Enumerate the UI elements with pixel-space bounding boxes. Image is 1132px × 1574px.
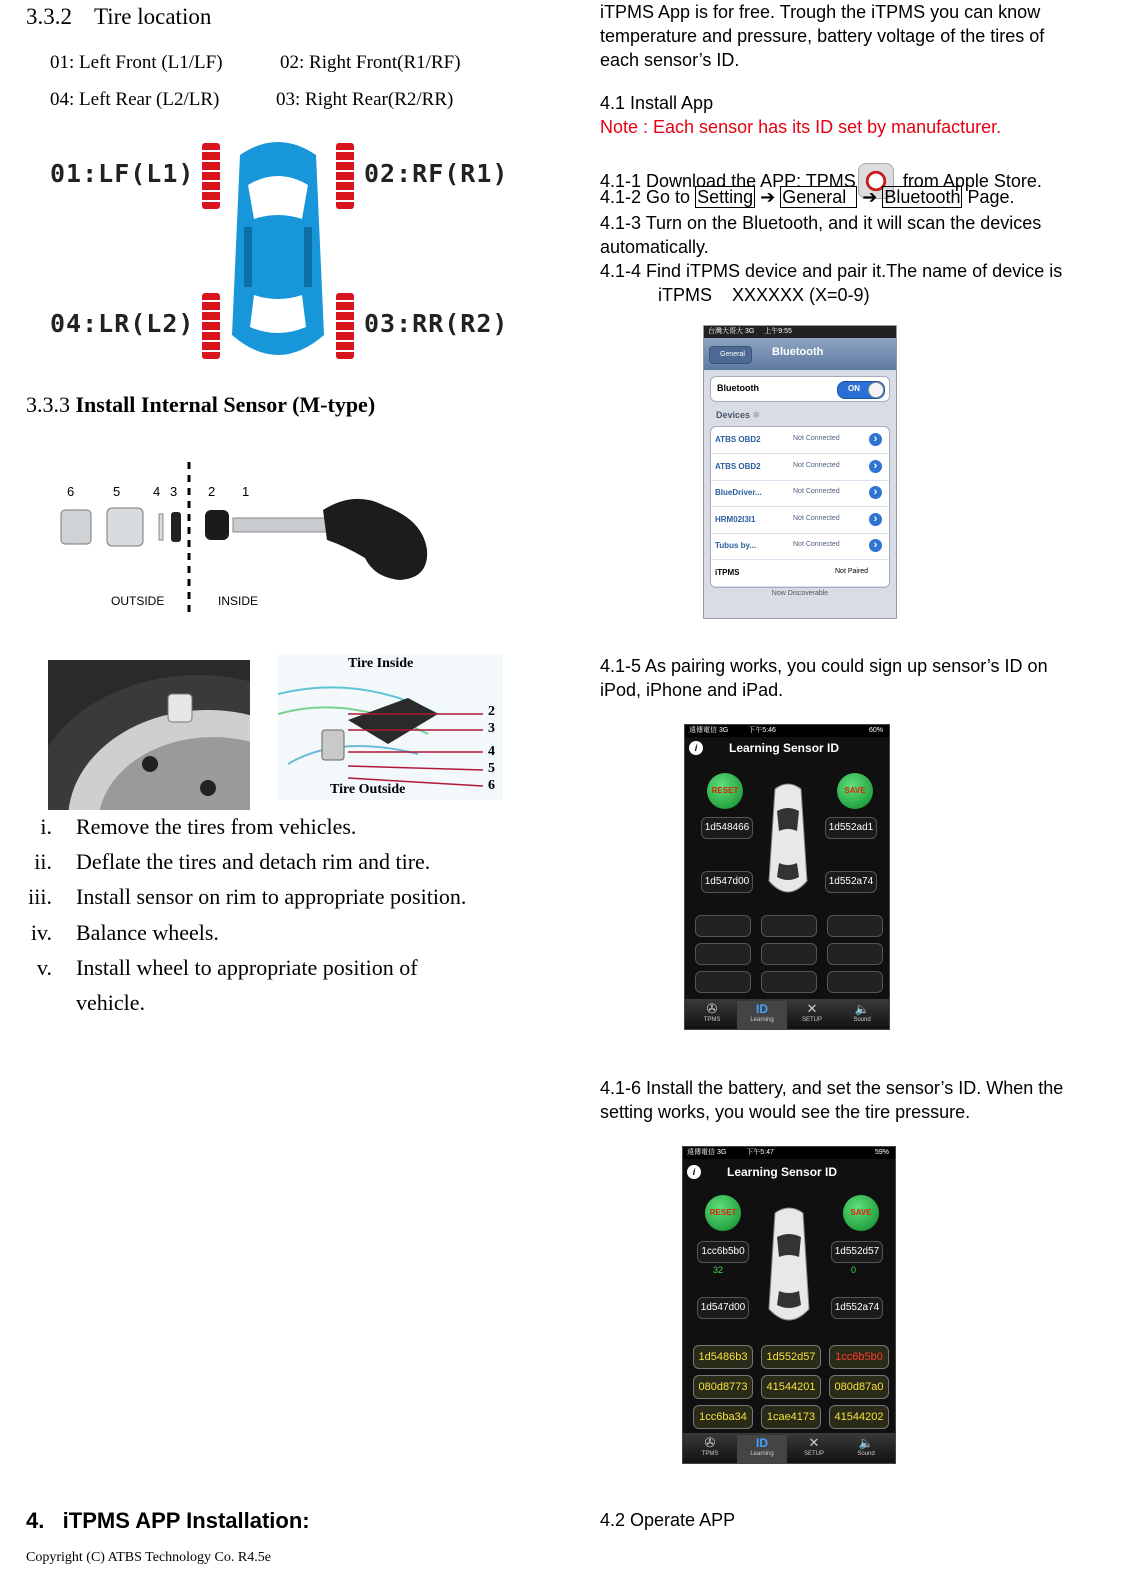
empty-slot[interactable] <box>827 971 883 993</box>
learning-screenshot-1 <box>684 724 890 1030</box>
device-row[interactable] <box>711 507 889 534</box>
step-text: 4.1-6 Install the battery, and set the sensor’s ID. When the <box>600 1078 1064 1098</box>
save-button[interactable]: SAVE <box>843 1195 879 1231</box>
heading-3-3-3 <box>26 392 375 418</box>
sensor-id-list-item[interactable]: 41544201 <box>761 1375 821 1399</box>
step-number: i. <box>40 814 52 839</box>
step-text: Install wheel to appropriate position of <box>76 955 418 980</box>
chevron-right-icon[interactable]: › <box>869 486 882 499</box>
step-4-1-2 <box>600 187 1015 208</box>
setting-menu-ref: Setting <box>697 187 754 207</box>
bluetooth-screenshot <box>703 325 897 619</box>
sensor-id-list-item[interactable]: 41544202 <box>829 1405 889 1429</box>
sensor-id-lf[interactable]: 1d548466 <box>701 817 753 839</box>
tire-outside-label: Tire Outside <box>330 782 406 797</box>
status-bar <box>704 326 896 338</box>
info-icon[interactable]: i <box>687 1165 701 1179</box>
nav-bar <box>704 338 896 370</box>
callout-number: 6 <box>488 778 495 793</box>
device-name: ATBS OBD2 <box>715 435 761 444</box>
wheel-icon: ✇ <box>706 1001 718 1016</box>
chevron-right-icon[interactable]: › <box>869 433 882 446</box>
tire-cross-section-icon <box>278 654 503 800</box>
pressure-lf: 32 <box>713 1265 724 1275</box>
tab-bar <box>685 999 889 1029</box>
speaker-icon: 🔈 <box>854 1002 870 1016</box>
tab-setup[interactable] <box>789 1435 839 1463</box>
tab-tpms[interactable] <box>687 1001 737 1029</box>
switch-knob <box>868 382 884 398</box>
device-status: Not Connected <box>793 541 840 549</box>
battery: 59% <box>874 1149 889 1156</box>
general-menu-ref: General <box>780 186 857 208</box>
part-number: 3 <box>170 484 178 499</box>
empty-slot[interactable] <box>695 971 751 993</box>
note-text: Note : Each sensor has its ID set by manufacturer. <box>600 117 1002 137</box>
device-status: Not Connected <box>793 435 840 442</box>
step-4-1-4 <box>600 259 1062 307</box>
tab-setup[interactable] <box>787 1001 837 1029</box>
device-row[interactable] <box>711 454 889 481</box>
part-number: 4 <box>153 484 161 499</box>
tab-sound[interactable] <box>841 1435 891 1463</box>
bluetooth-menu-ref: Bluetooth <box>884 187 961 207</box>
step-4-1-5 <box>600 654 1048 702</box>
step-text: Remove the tires from vehicles. <box>76 814 357 839</box>
device-status: Not Connected <box>793 514 840 522</box>
label-rr: 03:RR(R2) <box>364 309 509 338</box>
bluetooth-label: Bluetooth <box>717 383 759 393</box>
id-icon: ID <box>756 1002 768 1016</box>
step-4-1-6 <box>600 1076 1063 1124</box>
device-row[interactable] <box>711 533 889 560</box>
step-text: automatically. <box>600 237 709 257</box>
label-lr: 04:LR(L2) <box>50 309 195 338</box>
tools-icon: ✕ <box>806 1001 818 1016</box>
info-icon[interactable]: i <box>689 741 703 755</box>
car-top-view-icon <box>761 781 815 901</box>
step-text: 4.1-1 Download the APP: TPMS <box>600 171 856 191</box>
empty-slot[interactable] <box>761 915 817 937</box>
tab-label: Sound <box>853 1017 871 1023</box>
device-list <box>710 426 890 588</box>
intro-paragraph <box>600 0 1130 72</box>
section-number: 3.3.3 <box>26 392 70 417</box>
device-status: Not Connected <box>793 461 840 469</box>
tab-label: Learning <box>750 1017 774 1023</box>
sensor-id-list-item[interactable]: 1cc6b5b0 <box>829 1345 889 1369</box>
sensor-id-lf[interactable]: 1cc6b5b0 <box>697 1241 749 1263</box>
callout-number: 3 <box>488 721 495 736</box>
tire-inside-label: Tire Inside <box>348 656 414 671</box>
bluetooth-switch[interactable] <box>837 381 885 399</box>
sensor-id-list-item[interactable]: 1cae4173 <box>761 1405 821 1429</box>
heading-4-2: 4.2 Operate APP <box>600 1510 736 1530</box>
step-text: iPod, iPhone and iPad. <box>600 680 784 700</box>
empty-slot[interactable] <box>695 943 751 965</box>
callout-number: 4 <box>488 744 495 759</box>
tire-location-diagram <box>48 135 508 367</box>
tab-label: TPMS <box>703 1017 721 1023</box>
wheel-icon: ✇ <box>704 1435 716 1450</box>
part-number: 6 <box>67 484 75 499</box>
location-lr: 04: Left Rear (L2/LR) <box>50 89 220 110</box>
copyright: Copyright (C) ATBS Technology Co. R4.5e <box>26 1550 271 1565</box>
sensor-id-rr[interactable]: 1d552a74 <box>825 871 877 893</box>
tab-label: Learning <box>750 1451 774 1457</box>
section-title: Install Internal Sensor (M-type) <box>75 392 376 417</box>
step-text: Install sensor on rim to appropriate position. <box>76 884 467 909</box>
screen-title: Learning Sensor ID <box>729 741 840 755</box>
callout-number: 5 <box>488 761 495 776</box>
intro-line: each sensor’s ID. <box>600 50 740 70</box>
step-text: Page. <box>962 187 1015 207</box>
outside-label: OUTSIDE <box>111 594 165 608</box>
carrier: 遠傳電信 3G <box>687 1149 727 1156</box>
tab-bar <box>683 1433 895 1463</box>
step-text: 4.1-5 As pairing works, you could sign up sensor’s ID on <box>600 656 1048 676</box>
devices-label: Devices <box>716 410 751 420</box>
location-lf: 01: Left Front (L1/LF) <box>50 52 223 73</box>
arrow-right-icon: ➔ <box>862 187 878 207</box>
tab-tpms[interactable] <box>685 1435 735 1463</box>
step-4-1-3 <box>600 211 1041 259</box>
tire-install-diagram <box>278 654 503 800</box>
tab-sound[interactable] <box>837 1001 887 1029</box>
devices-header <box>716 410 760 421</box>
device-row[interactable] <box>711 480 889 507</box>
carrier: 台灣大哥大 3G <box>708 328 755 335</box>
sensor-parts-diagram <box>55 460 445 620</box>
status-bar <box>683 1147 895 1159</box>
id-icon: ID <box>756 1436 768 1450</box>
part-number: 1 <box>242 484 250 499</box>
location-rf: 02: Right Front(R1/RF) <box>280 52 461 73</box>
callout-number: 2 <box>488 704 495 719</box>
sensor-id-rf[interactable]: 1d552d57 <box>831 1241 883 1263</box>
device-status: Not Paired <box>835 568 869 575</box>
section-title: Tire location <box>94 4 212 29</box>
step-text: 4.1-4 Find iTPMS device and pair it.The name of device is <box>600 261 1063 281</box>
car-top-view-icon <box>761 1205 817 1329</box>
speaker-icon: 🔈 <box>858 1436 874 1450</box>
rim-photo <box>48 660 250 810</box>
heading-3-3-2 <box>26 4 211 30</box>
tab-label: Sound <box>857 1451 875 1457</box>
sensor-id-list-item[interactable]: 1cc6ba34 <box>693 1405 753 1429</box>
empty-slot[interactable] <box>761 943 817 965</box>
step-text: from Apple Store. <box>897 171 1042 191</box>
step-number: iii. <box>28 884 52 909</box>
chevron-right-icon[interactable]: › <box>869 460 882 473</box>
screen-title: Learning Sensor ID <box>727 1165 838 1179</box>
step-text: iTPMS XXXXXX (X=0-9) <box>658 285 870 305</box>
device-name: BlueDriver... <box>715 488 762 498</box>
reset-button[interactable]: RESET <box>707 773 743 809</box>
sensor-id-lr[interactable]: 1d547d00 <box>697 1297 749 1319</box>
location-rr: 03: Right Rear(R2/RR) <box>276 89 454 110</box>
step-text: Deflate the tires and detach rim and tire. <box>76 849 431 874</box>
battery: 60% <box>868 727 883 734</box>
device-name: HRM02I3I1 <box>715 514 756 524</box>
chevron-right-icon[interactable]: › <box>869 513 882 526</box>
empty-slot[interactable] <box>761 971 817 993</box>
learning-screenshot-2 <box>682 1146 896 1464</box>
device-status: Not Connected <box>793 488 840 496</box>
sensor-id-list-item[interactable]: 1d552d57 <box>761 1345 821 1369</box>
bluetooth-toggle-row <box>710 376 890 402</box>
sensor-id-list-item[interactable]: 080d87a0 <box>829 1375 889 1399</box>
sensor-id-list-item[interactable]: 1d5486b3 <box>693 1345 753 1369</box>
clock: 上午9:55 <box>764 328 792 335</box>
back-button[interactable]: General <box>709 346 752 364</box>
step-number: ii. <box>34 849 52 874</box>
inside-label: INSIDE <box>218 594 259 608</box>
empty-slot[interactable] <box>827 915 883 937</box>
sensor-id-list-item[interactable]: 080d8773 <box>693 1375 753 1399</box>
part-number: 5 <box>113 484 121 499</box>
heading-4-1: 4.1 Install App <box>600 93 714 113</box>
step-text: Balance wheels. <box>76 920 219 945</box>
label-lf: 01:LF(L1) <box>50 159 195 188</box>
spinner-icon: ✻ <box>752 410 761 420</box>
step-text: 4.1-3 Turn on the Bluetooth, and it will scan the devices <box>600 213 1042 233</box>
device-name: ATBS OBD2 <box>715 461 761 471</box>
device-row[interactable] <box>711 560 889 587</box>
arrow-right-icon: ➔ <box>760 187 776 207</box>
device-name: iTPMS <box>715 568 740 577</box>
section-number: 3.3.2 <box>26 4 72 29</box>
empty-slot[interactable] <box>827 943 883 965</box>
step-number: iv. <box>30 920 52 945</box>
tab-learning[interactable] <box>737 1435 787 1463</box>
tab-label: SETUP <box>801 1017 822 1023</box>
tab-learning[interactable] <box>737 1001 787 1029</box>
chevron-right-icon[interactable]: › <box>869 539 882 552</box>
heading-4: 4. iTPMS APP Installation: <box>26 1508 310 1533</box>
sensor-id-rr[interactable]: 1d552a74 <box>831 1297 883 1319</box>
step-text: setting works, you would see the tire pressure. <box>600 1102 971 1122</box>
save-button[interactable]: SAVE <box>837 773 873 809</box>
empty-slot[interactable] <box>695 915 751 937</box>
part-number: 2 <box>208 484 216 499</box>
label-rf: 02:RF(R1) <box>364 159 509 188</box>
intro-line: iTPMS App is for free. Trough the iTPMS you can know <box>600 2 1041 22</box>
clock: 下午5:46 <box>748 727 776 734</box>
sensor-id-lr[interactable]: 1d547d00 <box>701 871 753 893</box>
status-bar <box>685 725 889 737</box>
intro-line: temperature and pressure, battery voltage of the tires of <box>600 26 1045 46</box>
reset-button[interactable]: RESET <box>705 1195 741 1231</box>
step-number: v. <box>36 955 52 980</box>
tab-label: SETUP <box>803 1451 824 1457</box>
nav-title: Bluetooth <box>772 346 824 358</box>
device-row[interactable] <box>711 427 889 454</box>
switch-state: ON <box>848 384 860 393</box>
pressure-rf: 0 <box>851 1265 857 1275</box>
sensor-id-rf[interactable]: 1d552ad1 <box>825 817 877 839</box>
car-top-view-icon <box>188 135 368 367</box>
carrier: 遠傳電信 3G <box>689 727 729 734</box>
tab-label: TPMS <box>701 1451 719 1457</box>
step-text-continued: vehicle. <box>76 990 146 1015</box>
step-text: 4.1-2 Go to <box>600 187 696 207</box>
wheel-rim-icon <box>48 660 250 810</box>
now-discoverable: Now Discoverable <box>771 590 829 597</box>
clock: 下午5:47 <box>746 1149 774 1156</box>
device-name: Tubus by... <box>715 541 757 551</box>
tools-icon: ✕ <box>808 1435 820 1450</box>
